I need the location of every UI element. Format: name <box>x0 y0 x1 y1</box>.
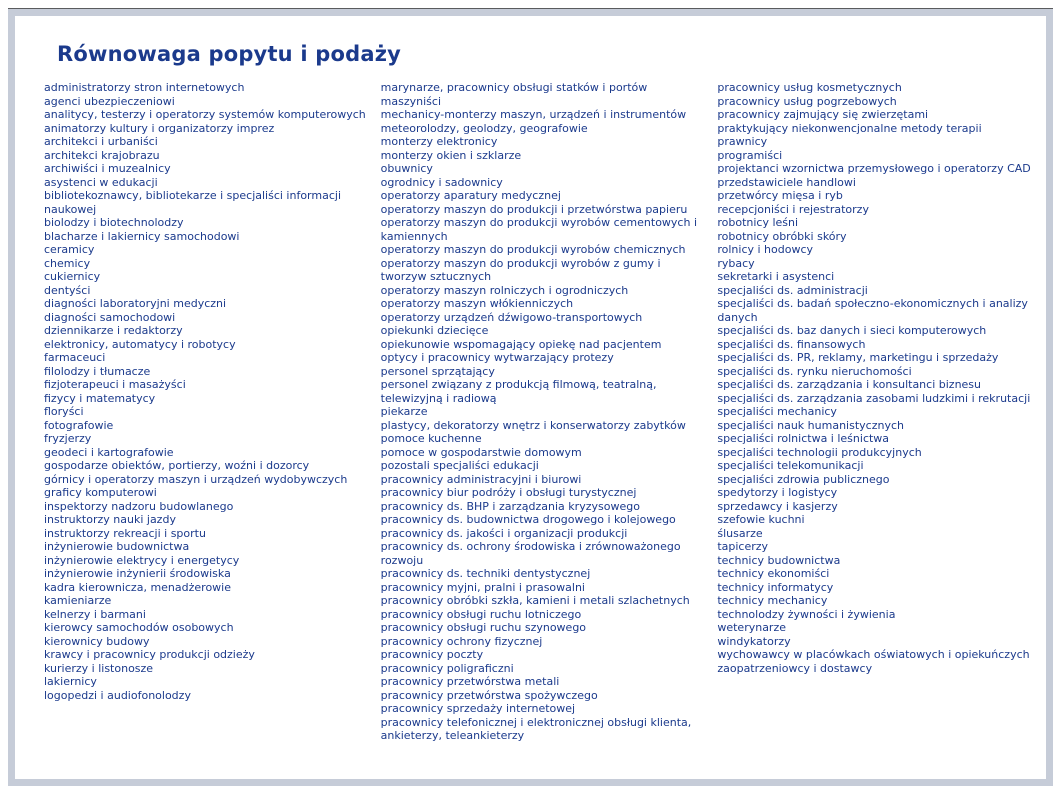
occupation-link[interactable]: instruktorzy nauki jazdy <box>44 513 176 526</box>
occupation-link[interactable]: pracownicy telefonicznej i elektronicznej obsługi klienta, ankieterzy, teleankieterzy <box>380 715 692 742</box>
page-title: Równowaga popytu i podaży <box>57 42 402 66</box>
occupation-link[interactable]: przetwórcy mięsa i ryb <box>717 189 843 202</box>
occupation-link[interactable]: tapicerzy <box>717 540 769 553</box>
occupation-link[interactable]: diagności laboratoryjni medyczni <box>44 297 227 310</box>
occupation-link[interactable]: marynarze, pracownicy obsługi statków i portów <box>380 81 648 94</box>
occupation-columns <box>44 81 1046 743</box>
occupation-link[interactable]: specjaliści mechanicy <box>717 405 837 418</box>
occupation-link[interactable]: krawcy i pracownicy produkcji odzieży <box>44 648 255 661</box>
occupation-link[interactable]: maszyniści <box>380 94 442 108</box>
occupation-link[interactable]: pracownicy obsługi ruchu lotniczego <box>380 607 582 621</box>
occupation-link[interactable]: robotnicy leśni <box>717 216 799 229</box>
occupation-link[interactable]: rolnicy i hodowcy <box>717 243 814 256</box>
occupation-link[interactable]: sekretarki i asystenci <box>717 270 835 283</box>
occupation-link[interactable]: obuwnicy <box>380 162 433 175</box>
occupation-link[interactable]: blacharze i lakiernicy samochodowi <box>44 229 240 243</box>
occupation-link[interactable]: specjaliści ds. PR, reklamy, marketingu i sprzedaży <box>717 351 999 364</box>
occupation-link[interactable]: optycy i pracownicy wytwarzający protezy <box>380 351 614 364</box>
occupation-link[interactable]: technicy informatycy <box>717 580 834 594</box>
occupation-link[interactable]: zaopatrzeniowcy i dostawcy <box>717 661 873 675</box>
occupation-link[interactable]: animatorzy kultury i organizatorzy imprez <box>44 121 275 135</box>
page-content <box>15 16 1046 743</box>
occupation-link[interactable]: ślusarze <box>717 526 763 540</box>
occupation-link[interactable]: operatorzy maszyn włókienniczych <box>380 297 574 310</box>
occupation-link[interactable]: pracownicy ochrony fizycznej <box>380 634 543 648</box>
occupation-link[interactable]: asystenci w edukacji <box>44 175 158 189</box>
occupation-link[interactable]: elektronicy, automatycy i robotycy <box>44 337 236 351</box>
occupation-link[interactable]: kierownicy budowy <box>44 634 150 648</box>
occupation-link[interactable]: robotnicy obróbki skóry <box>717 229 847 243</box>
occupation-link[interactable]: agenci ubezpieczeniowi <box>44 94 175 108</box>
occupation-link[interactable]: analitycy, testerzy i operatorzy systemów komputerowych <box>44 108 366 121</box>
occupation-link[interactable]: operatorzy maszyn do produkcji wyrobów z gumy i tworzyw sztucznych <box>380 256 661 283</box>
occupation-link[interactable]: technicy ekonomiści <box>717 567 830 580</box>
occupation-link[interactable]: specjaliści technologii produkcyjnych <box>717 445 922 459</box>
occupation-link[interactable]: biolodzy i biotechnolodzy <box>44 216 184 229</box>
occupation-link[interactable]: filolodzy i tłumacze <box>44 364 151 378</box>
occupation-link[interactable]: górnicy i operatorzy maszyn i urządzeń wydobywczych <box>44 472 348 486</box>
occupation-link[interactable]: operatorzy aparatury medycznej <box>380 189 561 202</box>
occupation-link[interactable]: dziennikarze i redaktorzy <box>44 324 183 337</box>
occupation-link[interactable]: windykatorzy <box>717 634 791 648</box>
occupation-link[interactable]: farmaceuci <box>44 351 106 364</box>
occupation-link[interactable]: pracownicy przetwórstwa metali <box>380 675 560 688</box>
occupation-link[interactable]: inżynierowie elektrycy i energetycy <box>44 553 240 567</box>
occupation-link[interactable]: programiści <box>717 148 783 162</box>
occupation-link[interactable]: geodeci i kartografowie <box>44 445 174 459</box>
occupation-link[interactable]: specjaliści telekomunikacji <box>717 459 864 472</box>
occupation-link[interactable]: fizycy i matematycy <box>44 391 156 405</box>
occupation-link[interactable]: meteorolodzy, geolodzy, geografowie <box>380 121 588 135</box>
occupation-link[interactable]: specjaliści ds. baz danych i sieci komputerowych <box>717 324 987 337</box>
occupation-link[interactable]: operatorzy maszyn do produkcji wyrobów chemicznych <box>380 243 686 256</box>
occupation-link[interactable]: pracownicy obróbki szkła, kamieni i metali szlachetnych <box>380 594 690 607</box>
occupation-link[interactable]: pracownicy myjni, pralni i prasowalni <box>380 580 585 594</box>
occupation-link[interactable]: fizjoterapeuci i masażyści <box>44 378 186 391</box>
occupation-link[interactable]: fryzjerzy <box>44 432 92 445</box>
occupation-link[interactable]: spedytorzy i logistycy <box>717 486 838 499</box>
occupation-link[interactable]: personel związany z produkcją filmową, teatralną, telewizyjną i radiową <box>380 378 657 405</box>
occupation-link[interactable]: piekarze <box>380 405 428 418</box>
occupation-link[interactable]: prawnicy <box>717 135 768 148</box>
occupation-link[interactable]: specjaliści ds. zarządzania zasobami ludzkimi i rekrutacji <box>717 391 1031 405</box>
occupation-link[interactable]: pracownicy sprzedaży internetowej <box>380 702 576 715</box>
occupation-link[interactable]: monterzy okien i szklarze <box>380 148 522 162</box>
occupation-link[interactable]: logopedzi i audiofonolodzy <box>44 688 191 702</box>
occupation-link[interactable]: pozostali specjaliści edukacji <box>380 459 539 472</box>
occupation-link[interactable]: praktykujący niekonwencjonalne metody terapii <box>717 121 982 135</box>
occupation-link[interactable]: pracownicy administracyjni i biurowi <box>380 472 582 486</box>
occupation-link[interactable]: pracownicy ds. BHP i zarządzania kryzysowego <box>380 499 640 513</box>
occupation-link[interactable]: operatorzy maszyn rolniczych i ogrodniczych <box>380 283 629 297</box>
occupation-link[interactable]: administratorzy stron internetowych <box>44 81 245 94</box>
occupation-link[interactable]: kierowcy samochodów osobowych <box>44 621 234 634</box>
occupation-link[interactable]: pracownicy przetwórstwa spożywczego <box>380 688 598 702</box>
occupation-link[interactable]: pracownicy poligraficzni <box>380 661 514 675</box>
occupation-link[interactable]: specjaliści ds. administracji <box>717 283 868 297</box>
occupation-link[interactable]: kamieniarze <box>44 594 112 607</box>
occupation-link[interactable]: projektanci wzornictwa przemysłowego i operatorzy CAD <box>717 162 1031 175</box>
occupation-link[interactable]: pracownicy ds. jakości i organizacji produkcji <box>380 526 628 540</box>
occupation-link[interactable]: technicy budownictwa <box>717 553 841 567</box>
occupation-link[interactable]: gospodarze obiektów, portierzy, woźni i dozorcy <box>44 459 310 472</box>
occupation-link[interactable]: pracownicy poczty <box>380 648 484 661</box>
occupation-link[interactable]: pracownicy obsługi ruchu szynowego <box>380 621 587 634</box>
occupation-link[interactable]: szefowie kuchni <box>717 513 805 526</box>
occupation-link[interactable]: ceramicy <box>44 243 95 256</box>
occupation-column-1 <box>44 81 373 702</box>
occupation-link[interactable]: personel sprzątający <box>380 364 495 378</box>
occupation-link[interactable]: rybacy <box>717 256 755 270</box>
occupation-link[interactable]: wychowawcy w placówkach oświatowych i opiekuńczych <box>717 648 1030 661</box>
occupation-link[interactable]: plastycy, dekoratorzy wnętrz i konserwatorzy zabytków <box>380 418 686 432</box>
occupation-link[interactable]: specjaliści zdrowia publicznego <box>717 472 890 486</box>
occupation-link[interactable]: floryści <box>44 405 84 418</box>
occupation-link[interactable]: dentyści <box>44 283 91 297</box>
occupation-link[interactable]: pracownicy zajmujący się zwierzętami <box>717 108 929 121</box>
occupation-link[interactable]: weterynarze <box>717 621 786 634</box>
occupation-link[interactable]: bibliotekoznawcy, bibliotekarze i specjaliści informacji naukowej <box>44 189 342 216</box>
occupation-link[interactable]: chemicy <box>44 256 91 270</box>
occupation-link[interactable]: specjaliści rolnictwa i leśnictwa <box>717 432 890 445</box>
occupation-link[interactable]: pomoce w gospodarstwie domowym <box>380 445 582 459</box>
occupation-link[interactable]: kurierzy i listonosze <box>44 661 154 675</box>
occupation-link[interactable]: pomoce kuchenne <box>380 432 482 445</box>
occupation-link[interactable]: graficy komputerowi <box>44 486 157 499</box>
occupation-link[interactable]: pracownicy biur podróży i obsługi turystycznej <box>380 486 637 499</box>
occupation-link[interactable]: architekci krajobrazu <box>44 148 160 162</box>
occupation-link[interactable]: specjaliści nauk humanistycznych <box>717 418 904 432</box>
occupation-link[interactable]: inżynierowie inżynierii środowiska <box>44 567 231 580</box>
occupation-link[interactable]: opiekunki dziecięce <box>380 324 489 337</box>
occupation-link[interactable]: pracownicy ds. budownictwa drogowego i kolejowego <box>380 513 676 526</box>
occupation-link[interactable]: opiekunowie wspomagający opiekę nad pacjentem <box>380 337 662 351</box>
occupation-link[interactable]: operatorzy maszyn do produkcji wyrobów cementowych i kamiennych <box>380 216 697 243</box>
occupation-link[interactable]: specjaliści ds. rynku nieruchomości <box>717 364 912 378</box>
occupation-link[interactable]: pracownicy usług pogrzebowych <box>717 94 897 108</box>
occupation-link[interactable]: lakiernicy <box>44 675 97 688</box>
occupation-link[interactable]: operatorzy urządzeń dźwigowo-transportowych <box>380 310 643 324</box>
occupation-link[interactable]: specjaliści ds. badań społeczno-ekonomicznych i analizy danych <box>717 297 1028 324</box>
occupation-link[interactable]: operatorzy maszyn do produkcji i przetwórstwa papieru <box>380 202 688 216</box>
occupation-link[interactable]: specjaliści ds. zarządzania i konsultanci biznesu <box>717 378 982 391</box>
occupation-column-3 <box>717 81 1046 675</box>
occupation-link[interactable]: cukiernicy <box>44 270 101 283</box>
occupation-link[interactable]: monterzy elektronicy <box>380 135 498 148</box>
occupation-link[interactable]: fotografowie <box>44 418 114 432</box>
occupation-link[interactable]: diagności samochodowi <box>44 310 176 324</box>
occupation-link[interactable]: recepcjoniści i rejestratorzy <box>717 202 869 216</box>
occupation-link[interactable]: technicy mechanicy <box>717 594 828 607</box>
occupation-link[interactable]: specjaliści ds. finansowych <box>717 337 866 351</box>
occupation-link[interactable]: ogrodnicy i sadownicy <box>380 175 503 189</box>
occupation-link[interactable]: pracownicy ds. techniki dentystycznej <box>380 567 591 580</box>
occupation-link[interactable]: archiwiści i muzealnicy <box>44 162 171 175</box>
occupation-link[interactable]: inżynierowie budownictwa <box>44 540 190 553</box>
occupation-column-2 <box>381 81 710 743</box>
occupation-link[interactable]: mechanicy-monterzy maszyn, urządzeń i instrumentów <box>380 108 687 121</box>
occupation-link[interactable]: technolodzy żywności i żywienia <box>717 607 896 621</box>
occupation-link[interactable]: przedstawiciele handlowi <box>717 175 856 189</box>
occupation-link[interactable]: pracownicy ds. ochrony środowiska i zrównoważonego rozwoju <box>380 540 681 567</box>
occupation-link[interactable]: pracownicy usług kosmetycznych <box>717 81 902 94</box>
occupation-link[interactable]: sprzedawcy i kasjerzy <box>717 499 838 513</box>
occupation-link[interactable]: kelnerzy i barmani <box>44 607 146 621</box>
occupation-link[interactable]: kadra kierownicza, menadżerowie <box>44 580 231 594</box>
occupation-link[interactable]: architekci i urbaniści <box>44 135 158 148</box>
occupation-link[interactable]: instruktorzy rekreacji i sportu <box>44 526 206 540</box>
occupation-link[interactable]: inspektorzy nadzoru budowlanego <box>44 499 234 513</box>
page-frame <box>8 9 1053 786</box>
